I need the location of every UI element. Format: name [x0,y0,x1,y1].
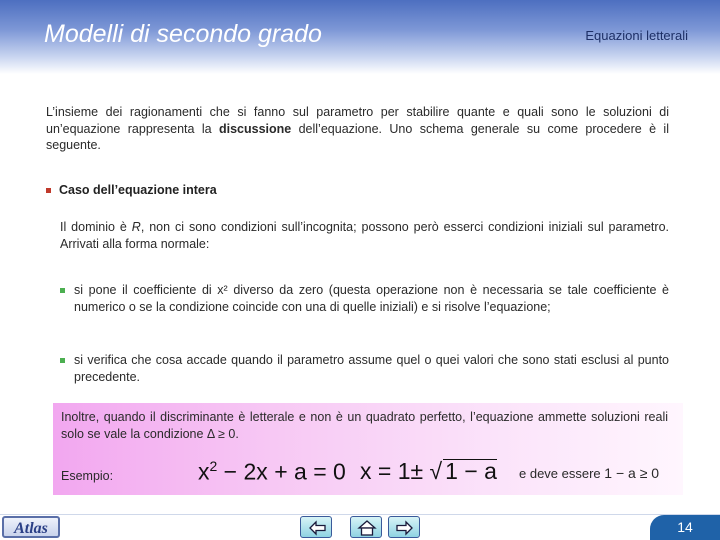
next-button[interactable] [388,516,420,538]
sqrt-icon: √ [429,458,443,484]
highlight-box [53,403,683,495]
green-bullet-icon [60,358,65,363]
red-bullet-icon [46,188,51,193]
footer-divider [0,514,720,515]
arrow-right-icon [389,517,421,539]
dominio-paragraph: Il dominio è R, non ci sono condizioni sull’incognita; possono però esserci condizioni iniziali sul parametro. Arrivati alla forma normale: [60,220,669,251]
box-text: Inoltre, quando il discriminante è letterale e non è un quadrato perfetto, l’equazione ammette soluzioni reali solo se vale la condizione Δ ≥ 0. [61,410,668,441]
page-title: Modelli di secondo grado [44,20,322,48]
solution-formula: x = 1± √ 1 − a [360,458,497,484]
intro-bold: discussione [218,121,292,136]
green-bullet-icon [60,288,65,293]
header-bar [0,0,720,74]
list-item: si pone il coefficiente di x² diverso da zero (questa operazione non è necessaria se tale coefficiente è numerico o se la condizione coincide con una di quelle iniziali) e si risolve l’equazione; [60,282,669,315]
home-icon [351,517,383,539]
arrow-left-icon [301,517,333,539]
example-equation: $x^2 - 2x + a = 0$ [198,458,346,485]
atlas-logo: Atlas [2,516,60,538]
condition-text: e deve essere 1 − a ≥ 0 [519,465,660,481]
example-label: Esempio: [61,469,114,483]
section-subtitle: Equazioni letterali [585,28,688,43]
caso-heading: Caso dell’equazione intera [46,183,217,197]
prev-button[interactable] [300,516,332,538]
home-button[interactable] [350,516,382,538]
list-item: si verifica che cosa accade quando il parametro assume quel o quei valori che sono stati esclusi al punto precedente. [60,352,669,385]
page-number-badge: 14 [650,515,720,540]
intro-paragraph: L’insieme dei ragionamenti che si fanno sul parametro per stabilire quante e quali sono le soluzioni di un’equazione rappresenta la discussione dell’equazione. Uno schema generale su come procedere è il seguente. [46,105,669,152]
